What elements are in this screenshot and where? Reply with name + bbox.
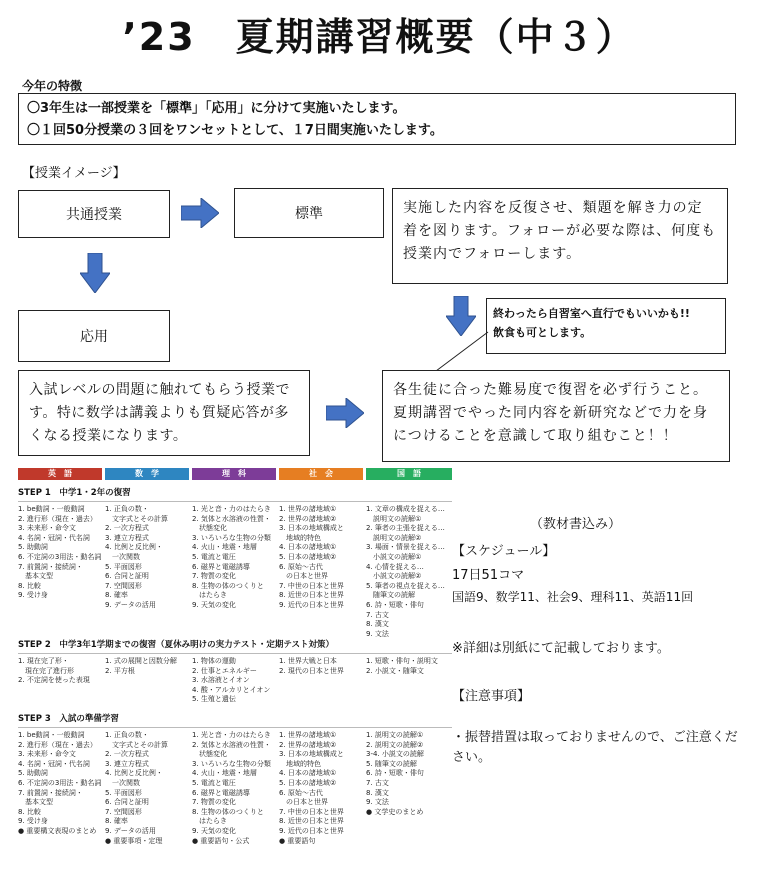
curriculum-item: 2. 進行形（現在・過去） xyxy=(18,740,97,749)
curriculum-item: ● 重要語句 xyxy=(279,836,316,845)
curriculum-item: 随筆文の読解 xyxy=(366,591,415,600)
curriculum-item: 9. 近代の日本と世界 xyxy=(279,826,344,835)
schedule-heading: 【スケジュール】 xyxy=(452,544,556,559)
curriculum-item: 3. 場面・情景を捉える… xyxy=(366,543,445,552)
step-1-japanese-column xyxy=(366,505,450,639)
curriculum-item: 9. 受け身 xyxy=(18,817,48,826)
curriculum-item: 9. 天気の変化 xyxy=(192,600,236,609)
curriculum-item: 7. 古文 xyxy=(366,610,389,619)
step-3-japanese-column xyxy=(366,731,450,817)
curriculum-item: 4. 酸・アルカリとイオン xyxy=(192,685,271,694)
curriculum-item: 7. 前置詞・接続詞・ xyxy=(18,788,83,797)
common-class-box: 共通授業 xyxy=(18,190,170,238)
curriculum-item: 1. 説明文の読解① xyxy=(366,731,424,739)
arrow-right-icon-2 xyxy=(326,398,364,428)
curriculum-item: 9. 文法 xyxy=(366,798,389,807)
curriculum-item: 8. 生物の体のつくりと xyxy=(192,807,264,816)
curriculum-item: 6. 磁界と電磁誘導 xyxy=(192,788,250,797)
curriculum-item: 3. 未来形・命令文 xyxy=(18,750,76,759)
curriculum-item: 1. 世界の諸地域① xyxy=(279,505,337,513)
step-2-math-column xyxy=(105,657,189,676)
curriculum-item: 3. いろいろな生物の分類 xyxy=(192,533,271,542)
curriculum-item: 6. 合同と証明 xyxy=(105,572,149,581)
curriculum-item: 2. 世界の諸地域② xyxy=(279,740,337,749)
review-description-box: 各生徒に合った難易度で復習を必ず行うこと。夏期講習でやった同内容を新研究などで力を身につけることを意識して取り組むこと！！ xyxy=(382,370,730,462)
schedule-total: 17日51コマ xyxy=(452,568,525,583)
curriculum-item: 2. 一次方程式 xyxy=(105,524,149,533)
curriculum-item: 7. 前置詞・接続詞・ xyxy=(18,562,83,571)
applied-description-box: 入試レベルの問題に触れてもらう授業です。特に数学は講義よりも質疑応答が多くなる授業になります。 xyxy=(18,370,310,456)
curriculum-item: 5. 随筆文の読解 xyxy=(366,759,417,768)
curriculum-item: 6. 不定詞の3用法・動名詞 xyxy=(18,778,102,787)
curriculum-item: 5. 平面図形 xyxy=(105,788,142,797)
curriculum-item: 1. 文章の構成を捉える… xyxy=(366,505,445,513)
step-1-social-column xyxy=(279,505,363,611)
curriculum-item: 4. 心情を捉える… xyxy=(366,562,424,571)
curriculum-item: 1. 光と音・力のはたらき xyxy=(192,505,271,513)
curriculum-item: 1. 正負の数・ xyxy=(105,505,149,513)
curriculum-item: 状態変化 xyxy=(192,524,227,533)
curriculum-item: 5. 筆者の視点を捉える… xyxy=(366,581,445,590)
subject-header-english: 英 語 xyxy=(18,468,102,480)
curriculum-item: ● 重要語句・公式 xyxy=(192,836,250,845)
subject-header-science: 理 科 xyxy=(192,468,276,480)
curriculum-item: 8. 比較 xyxy=(18,581,41,590)
curriculum-item: 状態変化 xyxy=(192,750,227,759)
curriculum-item: ● 重要構文表現のまとめ xyxy=(18,826,97,835)
curriculum-item: 6. 合同と証明 xyxy=(105,798,149,807)
curriculum-item: 1. 正負の数・ xyxy=(105,731,149,739)
curriculum-item: 2. 仕事とエネルギー xyxy=(192,666,257,675)
curriculum-item: ● 文学史のまとめ xyxy=(366,807,424,816)
curriculum-item: の日本と世界 xyxy=(279,572,328,581)
curriculum-item: 3-4. 小説文の読解 xyxy=(366,750,424,759)
curriculum-item: 2. 進行形（現在・過去） xyxy=(18,514,97,523)
arrow-right-icon xyxy=(181,198,219,228)
curriculum-item: 1. 現在完了形・ xyxy=(18,657,69,665)
page-title: ’23 夏期講習概要（中３） xyxy=(122,15,636,59)
curriculum-item: はたらき xyxy=(192,591,227,600)
curriculum-item: 6. 原始〜古代 xyxy=(279,562,323,571)
curriculum-item: 4. 日本の諸地域① xyxy=(279,543,337,552)
curriculum-item: 8. 生物の体のつくりと xyxy=(192,581,264,590)
curriculum-item: 7. 古文 xyxy=(366,778,389,787)
curriculum-item: 4. 名詞・冠詞・代名詞 xyxy=(18,759,90,768)
curriculum-item: 8. 近世の日本と世界 xyxy=(279,591,344,600)
curriculum-item: 説明文の読解② xyxy=(366,533,422,542)
curriculum-item: 4. 名詞・冠詞・代名詞 xyxy=(18,533,90,542)
curriculum-item: 7. 空間図形 xyxy=(105,581,142,590)
curriculum-item: 地域的特色 xyxy=(279,533,321,542)
curriculum-item: 8. 確率 xyxy=(105,591,128,600)
curriculum-item: 1. 光と音・力のはたらき xyxy=(192,731,271,739)
step-2-social-column xyxy=(279,657,363,676)
feature-line-1: 〇3年生は一部授業を「標準」「応用」に分けて実施いたします。 xyxy=(27,101,406,116)
curriculum-item: 説明文の読解① xyxy=(366,514,422,523)
curriculum-item: 小説文の読解② xyxy=(366,572,422,581)
curriculum-item: 1. 世界の諸地域① xyxy=(279,731,337,739)
step-1-english-column xyxy=(18,505,102,601)
curriculum-item: 9. 文法 xyxy=(366,629,389,638)
curriculum-item: 1. 物体の運動 xyxy=(192,657,236,665)
curriculum-item: 2. 筆者の主張を捉える… xyxy=(366,524,445,533)
curriculum-item: 3. 水溶液とイオン xyxy=(192,676,250,685)
curriculum-item: 基本文型 xyxy=(18,798,53,807)
curriculum-item: 7. 空間図形 xyxy=(105,807,142,816)
curriculum-item: 5. 電流と電圧 xyxy=(192,778,236,787)
curriculum-item: ● 重要事項・定理 xyxy=(105,836,163,845)
curriculum-item: 8. 漢文 xyxy=(366,620,389,629)
curriculum-item: 2. 不定詞を使った表現 xyxy=(18,676,90,685)
curriculum-item: 3. 日本の地域構成と xyxy=(279,524,344,533)
curriculum-item: 9. 受け身 xyxy=(18,591,48,600)
curriculum-item: 3. いろいろな生物の分類 xyxy=(192,759,271,768)
curriculum-item: 現在完了進行形 xyxy=(18,666,74,675)
subject-header-row xyxy=(18,466,452,482)
subject-header-math: 数 学 xyxy=(105,468,189,480)
step-1-title: STEP 1 中学1・2年の復習 xyxy=(18,488,131,498)
curriculum-item: 6. 磁界と電磁誘導 xyxy=(192,562,250,571)
curriculum-item: の日本と世界 xyxy=(279,798,328,807)
curriculum-table xyxy=(18,466,452,852)
curriculum-item: 8. 近世の日本と世界 xyxy=(279,817,344,826)
curriculum-item: 6. 詩・短歌・俳句 xyxy=(366,600,424,609)
divider xyxy=(18,501,452,502)
curriculum-item: 8. 比較 xyxy=(18,807,41,816)
curriculum-item: 2. 気体と水溶液の性質・ xyxy=(192,514,271,523)
standard-class-box: 標準 xyxy=(234,188,384,238)
curriculum-item: 2. 世界の諸地域② xyxy=(279,514,337,523)
curriculum-item: 8. 漢文 xyxy=(366,788,389,797)
curriculum-item: 2. 現代の日本と世界 xyxy=(279,666,344,675)
curriculum-item: 一次関数 xyxy=(105,552,140,561)
caution-heading: 【注意事項】 xyxy=(452,689,531,704)
step-3-social-column xyxy=(279,731,363,846)
detail-note: ※詳細は別紙にて記載しております。 xyxy=(452,641,670,656)
curriculum-item: 5. 電流と電圧 xyxy=(192,552,236,561)
curriculum-item: 3. 連立方程式 xyxy=(105,533,149,542)
step-2-title: STEP 2 中学3年1学期までの復習（夏休み明けの実力テスト・定期テスト対策） xyxy=(18,640,334,650)
curriculum-item: 6. 詩・短歌・俳句 xyxy=(366,769,424,778)
curriculum-item: 2. 平方根 xyxy=(105,666,135,675)
curriculum-item: 4. 比例と反比例・ xyxy=(105,543,163,552)
caution-text: ・振替措置は取っておりませんので、ご注意ください。 xyxy=(452,730,738,765)
curriculum-item: 9. 天気の変化 xyxy=(192,826,236,835)
curriculum-item: 7. 中世の日本と世界 xyxy=(279,807,344,816)
subject-header-social: 社 会 xyxy=(279,468,363,480)
curriculum-item: 5. 平面図形 xyxy=(105,562,142,571)
curriculum-item: 1. be動詞・一般動詞 xyxy=(18,731,85,739)
curriculum-item: 2. 気体と水溶液の性質・ xyxy=(192,740,271,749)
curriculum-item: 一次関数 xyxy=(105,778,140,787)
curriculum-item: 1. be動詞・一般動詞 xyxy=(18,505,85,513)
curriculum-item: 5. 助動詞 xyxy=(18,769,48,778)
curriculum-item: 2. 説明文の読解② xyxy=(366,740,424,749)
curriculum-item: はたらき xyxy=(192,817,227,826)
callout-line-1: 終わったら自習室へ直行でもいいかも!! xyxy=(493,307,690,320)
curriculum-item: 5. 助動詞 xyxy=(18,543,48,552)
curriculum-item: 7. 物質の変化 xyxy=(192,572,236,581)
curriculum-item: 5. 日本の諸地域② xyxy=(279,778,337,787)
standard-description-box: 実施した内容を反復させ、類題を解き力の定着を図ります。フォローが必要な際は、何度も授業内でフォローします。 xyxy=(392,188,728,284)
curriculum-item: 9. データの活用 xyxy=(105,826,156,835)
curriculum-item: 7. 中世の日本と世界 xyxy=(279,581,344,590)
image-section-heading: 【授業イメージ】 xyxy=(22,166,126,181)
callout-line-2: 飲食も可とします。 xyxy=(493,326,592,339)
curriculum-item: 2. 一次方程式 xyxy=(105,750,149,759)
step-3-math-column xyxy=(105,731,189,846)
curriculum-item: 1. 式の展開と因数分解 xyxy=(105,657,177,665)
curriculum-item: 5. 生殖と遺伝 xyxy=(192,695,236,704)
curriculum-item: 1. 短歌・俳句・説明文 xyxy=(366,657,438,665)
divider xyxy=(18,653,452,654)
subject-header-japanese: 国 語 xyxy=(366,468,452,480)
features-box xyxy=(18,93,736,145)
applied-class-box: 応用 xyxy=(18,310,170,362)
curriculum-item: 8. 確率 xyxy=(105,817,128,826)
curriculum-item: 6. 不定詞の3用法・動名詞 xyxy=(18,552,102,561)
step-2-japanese-column xyxy=(366,657,450,676)
curriculum-item: 文字式とその計算 xyxy=(105,740,168,749)
curriculum-item: 小説文の読解① xyxy=(366,552,422,561)
material-note: （教材書込み） xyxy=(530,517,622,532)
curriculum-item: 地域的特色 xyxy=(279,759,321,768)
curriculum-item: 3. 未来形・命令文 xyxy=(18,524,76,533)
step-1-math-column xyxy=(105,505,189,611)
curriculum-item: 4. 比例と反比例・ xyxy=(105,769,163,778)
step-3-title: STEP 3 入試の準備学習 xyxy=(18,714,119,724)
divider xyxy=(18,727,452,728)
arrow-down-icon xyxy=(80,253,110,293)
step-3-science-column xyxy=(192,731,276,846)
feature-line-2: 〇１回50分授業の３回をワンセットとして、１7日間実施いたします。 xyxy=(27,123,443,138)
curriculum-item: 7. 物質の変化 xyxy=(192,798,236,807)
step-2-science-column xyxy=(192,657,276,705)
curriculum-item: 4. 火山・地震・地層 xyxy=(192,769,257,778)
step-3-english-column xyxy=(18,731,102,837)
curriculum-item: 基本文型 xyxy=(18,572,53,581)
curriculum-item: 3. 日本の地域構成と xyxy=(279,750,344,759)
schedule-detail: 国語9、数学11、社会9、理科11、英語11回 xyxy=(452,590,694,604)
curriculum-item: 3. 連立方程式 xyxy=(105,759,149,768)
curriculum-item: 2. 小説文・随筆文 xyxy=(366,666,424,675)
curriculum-item: 1. 世界大戦と日本 xyxy=(279,657,337,665)
step-1-science-column xyxy=(192,505,276,611)
callout-box xyxy=(486,298,726,354)
curriculum-item: 文字式とその計算 xyxy=(105,514,168,523)
curriculum-item: 4. 火山・地震・地層 xyxy=(192,543,257,552)
curriculum-item: 9. 近代の日本と世界 xyxy=(279,600,344,609)
features-heading: 今年の特徴 xyxy=(22,79,83,93)
curriculum-item: 4. 日本の諸地域① xyxy=(279,769,337,778)
curriculum-item: 6. 原始〜古代 xyxy=(279,788,323,797)
curriculum-item: 5. 日本の諸地域② xyxy=(279,552,337,561)
step-2-english-column xyxy=(18,657,102,686)
curriculum-item: 9. データの活用 xyxy=(105,600,156,609)
